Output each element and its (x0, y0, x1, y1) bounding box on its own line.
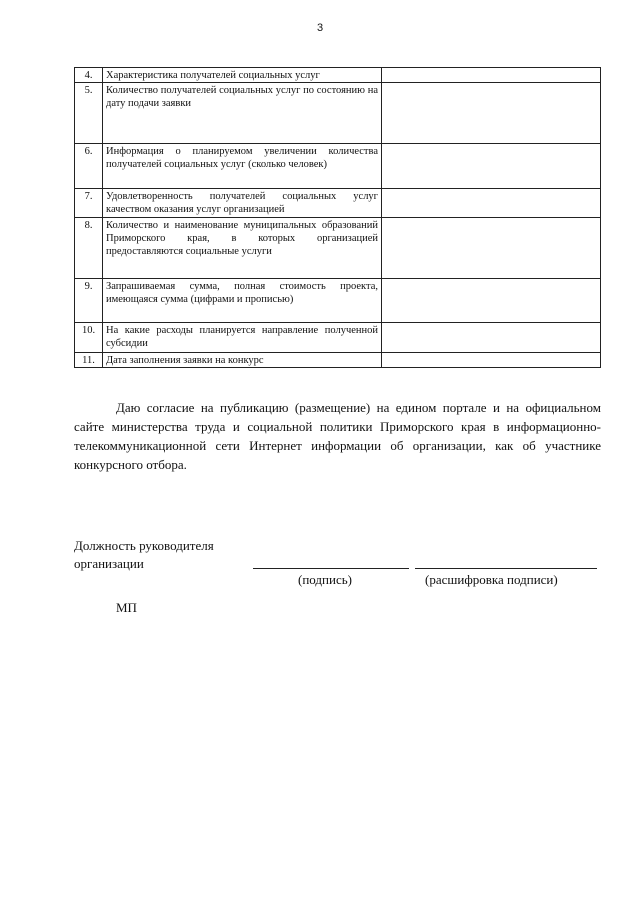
row-label: Информация о планируемом увеличении количества получателей социальных услуг (сколько человек) (103, 144, 382, 189)
row-label: Удовлетворенность получателей социальных услуг качеством оказания услуг организацией (103, 189, 382, 218)
signature-caption: (подпись) (298, 572, 352, 587)
row-number: 8. (75, 218, 103, 279)
row-value-cell[interactable] (382, 353, 601, 368)
row-label: Количество и наименование муниципальных образований Приморского края, в которых организацией предоставляются социальные услуги (103, 218, 382, 279)
signature-decryption-caption: (расшифровка подписи) (425, 572, 558, 587)
row-number: 10. (75, 323, 103, 353)
consent-paragraph: Даю согласие на публикацию (размещение) на едином портале и на официальном сайте министерства труда и социальной политики Приморского края в информационно-телекоммуникационной сети Интернет информации об организации, как об участнике конкурсного отбора. (74, 400, 601, 472)
signature-decryption-line (415, 568, 597, 569)
table-row (75, 353, 601, 368)
row-value-cell[interactable] (382, 189, 601, 218)
head-position-label: Должность руководителя организации (74, 538, 214, 571)
table-row (75, 323, 601, 353)
row-value-cell[interactable] (382, 83, 601, 144)
table-row (75, 218, 601, 279)
row-value-cell[interactable] (382, 218, 601, 279)
row-number: 9. (75, 279, 103, 323)
row-number: 11. (75, 353, 103, 368)
table-row (75, 279, 601, 323)
row-value-cell[interactable] (382, 279, 601, 323)
row-number: 4. (75, 68, 103, 83)
row-label: Количество получателей социальных услуг по состоянию на дату подачи заявки (103, 83, 382, 144)
row-value-cell[interactable] (382, 68, 601, 83)
row-label: На какие расходы планируется направление полученной субсидии (103, 323, 382, 353)
row-label: Характеристика получателей социальных услуг (103, 68, 382, 83)
row-value-cell[interactable] (382, 323, 601, 353)
row-number: 5. (75, 83, 103, 144)
table-row (75, 68, 601, 83)
table-row (75, 189, 601, 218)
row-number: 6. (75, 144, 103, 189)
application-table (74, 67, 601, 368)
page-number: 3 (316, 22, 324, 34)
row-label: Запрашиваемая сумма, полная стоимость проекта, имеющаяся сумма (цифрами и прописью) (103, 279, 382, 323)
row-number: 7. (75, 189, 103, 218)
table-row (75, 144, 601, 189)
signature-line (253, 568, 409, 569)
row-label: Дата заполнения заявки на конкурс (103, 353, 382, 368)
table-row (75, 83, 601, 144)
stamp-place-label: МП (116, 600, 137, 615)
row-value-cell[interactable] (382, 144, 601, 189)
